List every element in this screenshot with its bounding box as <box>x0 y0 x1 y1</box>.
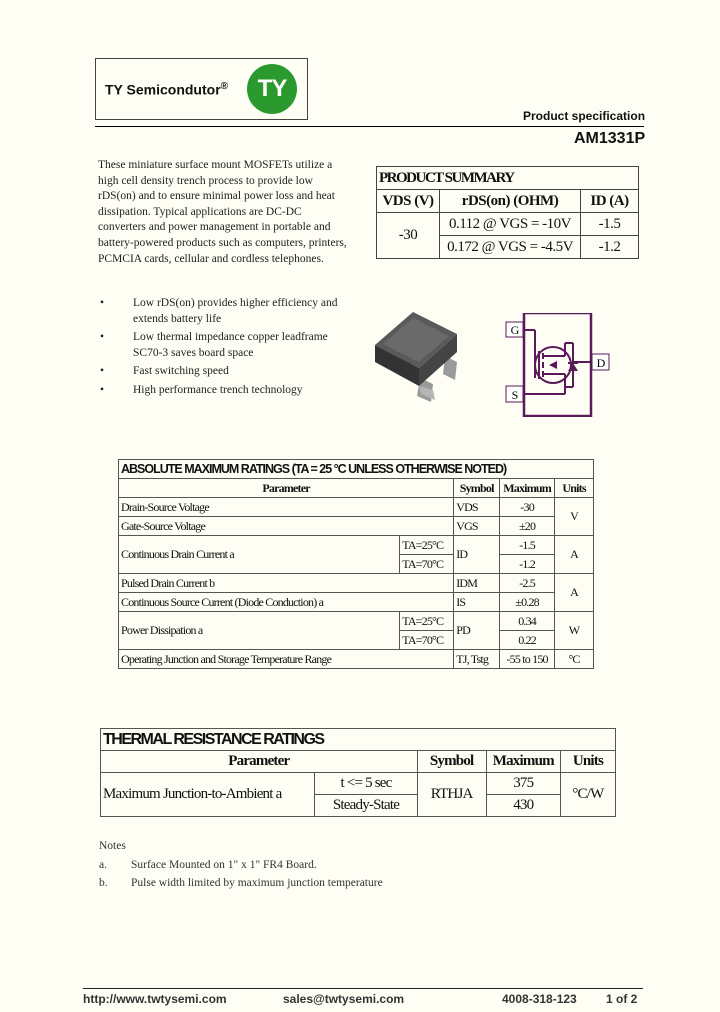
abs-max-value: ±0.28 <box>500 593 555 612</box>
thermal-unit: °C/W <box>560 773 615 817</box>
feature-item: • Fast switching speed <box>98 364 348 380</box>
abs-condition: TA=25°C <box>400 536 454 555</box>
part-number: AM1331P <box>574 130 646 147</box>
mosfet-schematic <box>505 313 615 417</box>
summary-title: PRODUCT SUMMARY <box>377 167 639 190</box>
summary-id-value: -1.5 <box>581 213 639 236</box>
note-label: a. <box>99 859 107 871</box>
absolute-max-ratings-table <box>118 459 594 669</box>
pin-s-label: S <box>511 388 519 402</box>
abs-header-maximum: Maximum <box>500 479 555 498</box>
thermal-header-maximum: Maximum <box>486 751 560 773</box>
feature-item: • Low thermal impedance copper leadframe SC70-3 saves board space <box>98 330 348 361</box>
page-number: 1 of 2 <box>606 992 638 1006</box>
abs-header-symbol: Symbol <box>454 479 500 498</box>
abs-max-value: -1.2 <box>500 555 555 574</box>
footer-phone: 4008-318-123 <box>502 992 577 1006</box>
thermal-max-value: 430 <box>486 795 560 817</box>
thermal-param: Maximum Junction-to-Ambient a <box>101 773 315 817</box>
summary-header-rds: rDS(on) (OHM) <box>440 190 581 213</box>
company-name: TY Semicondutor® <box>105 81 229 98</box>
abs-symbol: VDS <box>454 498 500 517</box>
feature-item: • Low rDS(on) provides higher efficiency and extends battery life <box>98 296 348 327</box>
note-item <box>99 859 317 871</box>
abs-param: Continuous Source Current (Diode Conduction) a <box>119 593 454 612</box>
feature-list <box>98 296 348 401</box>
abs-param: Continuous Drain Current a <box>119 536 400 574</box>
abs-symbol: IDM <box>454 574 500 593</box>
pin-d-label: D <box>596 356 606 370</box>
product-spec-label: Product specification <box>523 109 646 123</box>
company-logo-box <box>95 58 308 120</box>
abs-max-title: ABSOLUTE MAXIMUM RATINGS (TA = 25 °C UNLESS OTHERWISE NOTED) <box>119 460 594 479</box>
summary-rds-value: 0.112 @ VGS = -10V <box>440 213 581 236</box>
abs-unit: A <box>555 536 594 574</box>
sc70-package-image <box>365 300 475 408</box>
notes-title: Notes <box>99 840 126 852</box>
abs-header-units: Units <box>555 479 594 498</box>
abs-unit: W <box>555 612 594 650</box>
abs-condition: TA=70°C <box>400 555 454 574</box>
thermal-title: THERMAL RESISTANCE RATINGS <box>101 729 616 751</box>
abs-symbol: VGS <box>454 517 500 536</box>
header-divider <box>95 126 644 127</box>
feature-item: • High performance trench technology <box>98 383 348 399</box>
summary-id-value: -1.2 <box>581 236 639 259</box>
note-item <box>99 877 383 889</box>
abs-max-value: ±20 <box>500 517 555 536</box>
thermal-max-value: 375 <box>486 773 560 795</box>
abs-param: Gate-Source Voltage <box>119 517 454 536</box>
abs-symbol: IS <box>454 593 500 612</box>
abs-max-value: -30 <box>500 498 555 517</box>
note-text: Surface Mounted on 1" x 1" FR4 Board. <box>131 859 317 871</box>
abs-unit: V <box>555 498 594 536</box>
abs-unit: °C <box>555 650 594 669</box>
pin-g-label: G <box>510 323 520 337</box>
thermal-header-units: Units <box>560 751 615 773</box>
product-summary-table <box>376 166 639 259</box>
footer-divider <box>83 988 643 989</box>
ty-logo-icon: TY <box>247 64 297 114</box>
thermal-header-symbol: Symbol <box>417 751 486 773</box>
note-label: b. <box>99 877 108 889</box>
abs-max-value: 0.22 <box>500 631 555 650</box>
thermal-symbol: RTHJA <box>417 773 486 817</box>
abs-max-value: 0.34 <box>500 612 555 631</box>
note-text: Pulse width limited by maximum junction temperature <box>131 877 383 889</box>
summary-header-vds: VDS (V) <box>377 190 440 213</box>
intro-paragraph: These miniature surface mount MOSFETs utilize a high cell density trench process to provide low rDS(on) and to ensure minimal power loss and heat dissipation. Typical applications are DC-DC converters and power management in portable and battery-powered products such as computers, printers, PCMCIA cards, cellular and cordless telephones. <box>98 159 347 265</box>
thermal-condition: Steady-State <box>315 795 417 817</box>
abs-unit: A <box>555 574 594 612</box>
summary-header-id: ID (A) <box>581 190 639 213</box>
abs-max-value: -2.5 <box>500 574 555 593</box>
summary-rds-value: 0.172 @ VGS = -4.5V <box>440 236 581 259</box>
abs-param: Drain-Source Voltage <box>119 498 454 517</box>
abs-symbol: ID <box>454 536 500 574</box>
summary-vds-value: -30 <box>377 213 440 259</box>
thermal-header-parameter: Parameter <box>101 751 418 773</box>
abs-param: Operating Junction and Storage Temperature Range <box>119 650 454 669</box>
abs-max-value: -55 to 150 <box>500 650 555 669</box>
abs-param: Pulsed Drain Current b <box>119 574 454 593</box>
abs-symbol: PD <box>454 612 500 650</box>
abs-header-parameter: Parameter <box>119 479 454 498</box>
thermal-resistance-table <box>100 728 616 817</box>
abs-param: Power Dissipation a <box>119 612 400 650</box>
footer-website-link[interactable]: http://www.twtysemi.com <box>83 992 227 1006</box>
abs-max-value: -1.5 <box>500 536 555 555</box>
abs-condition: TA=25°C <box>400 612 454 631</box>
abs-symbol: TJ, Tstg <box>454 650 500 669</box>
thermal-condition: t <= 5 sec <box>315 773 417 795</box>
abs-condition: TA=70°C <box>400 631 454 650</box>
footer-email-link[interactable]: sales@twtysemi.com <box>283 992 405 1006</box>
